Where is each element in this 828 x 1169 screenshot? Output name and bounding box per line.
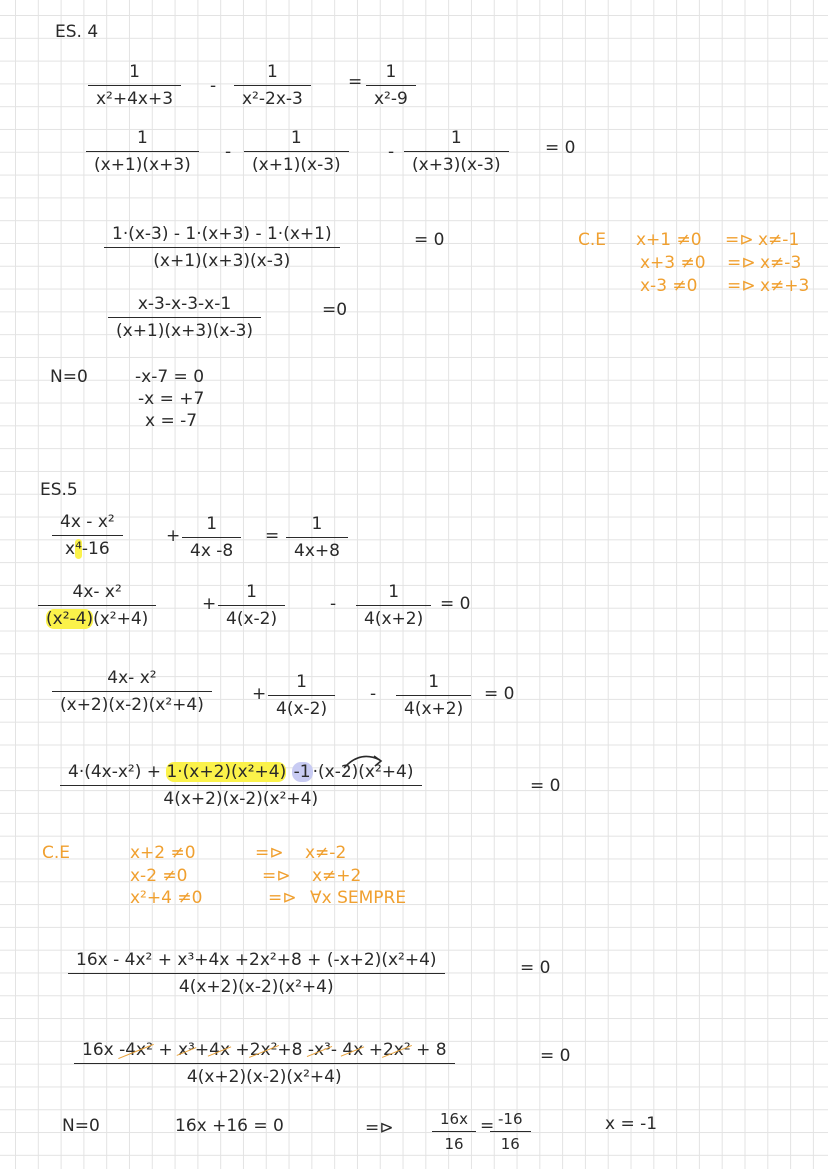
- fraction: [88, 62, 181, 109]
- equals: =: [265, 526, 280, 546]
- numerator: -16: [498, 1110, 523, 1128]
- fraction: [356, 582, 431, 629]
- fraction: [60, 762, 422, 809]
- ce-label: C.E: [578, 230, 607, 250]
- equals-zero: = 0: [540, 1046, 571, 1066]
- denominator: 4x+8: [286, 537, 348, 561]
- fraction: [396, 672, 471, 719]
- numerator-zero-label: N=0: [50, 367, 88, 387]
- operator: +: [252, 684, 267, 704]
- denominator: 16: [490, 1131, 531, 1153]
- fraction: [52, 668, 212, 715]
- ce-arrow: =⊳: [262, 866, 291, 886]
- denominator: 4(x+2): [356, 605, 431, 629]
- fraction: [52, 512, 123, 559]
- struck-term: 2x²: [382, 1040, 411, 1060]
- ce-cond: x+2 ≠0: [130, 843, 196, 863]
- term: +: [230, 1040, 250, 1060]
- final-result: x = -1: [605, 1114, 658, 1134]
- numerator: 1: [267, 62, 278, 82]
- denominator: (x+1)(x+3)(x-3): [104, 247, 340, 271]
- den-part: (x²+4): [93, 609, 149, 629]
- fraction: [404, 128, 509, 175]
- num-part: ·(x-2)(x²+4): [312, 762, 414, 782]
- denominator: 16: [432, 1131, 476, 1153]
- struck-term: -x³: [307, 1040, 331, 1060]
- ce-cond: x-2 ≠0: [130, 866, 188, 886]
- ce-result: x≠-1: [758, 230, 800, 250]
- equals-zero: = 0: [414, 230, 445, 250]
- numerator: 1: [206, 514, 218, 534]
- fraction: [68, 950, 445, 997]
- ce-arrow: =⊳: [255, 843, 284, 863]
- fraction: [38, 582, 156, 629]
- fraction: [366, 62, 416, 109]
- numerator: 1: [450, 128, 462, 148]
- numerator: 1: [136, 128, 148, 148]
- ce-arrow: =⊳: [727, 253, 756, 273]
- ce-cond: x+1 ≠0: [636, 230, 702, 250]
- fraction: [104, 224, 340, 271]
- denominator: 4(x+2)(x-2)(x²+4): [68, 973, 445, 997]
- denominator: 4(x+2): [396, 695, 471, 719]
- fraction: [86, 128, 199, 175]
- ce-arrow: =⊳: [727, 276, 756, 296]
- numerator: 4x - x²: [60, 512, 115, 532]
- denominator: [52, 535, 123, 559]
- term: + 8: [410, 1040, 447, 1060]
- numerator: x-3-x-3-x-1: [137, 294, 232, 314]
- ce-result: ∀x SEMPRE: [310, 888, 407, 908]
- solution-step: -x = +7: [138, 389, 205, 409]
- ce-label: C.E: [42, 843, 71, 863]
- struck-term: 4x: [342, 1040, 364, 1060]
- numerator: [74, 1040, 455, 1063]
- highlighted-factor: (x²-4): [46, 609, 94, 629]
- denominator: 4(x-2): [218, 605, 285, 629]
- exercise-4-title: ES. 4: [55, 22, 99, 42]
- numerator: 1: [388, 582, 400, 602]
- fraction: [218, 582, 285, 629]
- fraction: [490, 1110, 531, 1153]
- exercise-5-title: ES.5: [40, 480, 78, 500]
- denominator: (x+1)(x+3)(x-3): [108, 317, 261, 341]
- fraction: [74, 1040, 455, 1087]
- denominator: x²-2x-3: [234, 85, 311, 109]
- numerator: 16x - 4x² + x³+4x +2x²+8 + (-x+2)(x²+4): [76, 950, 437, 970]
- struck-term: 2x²: [249, 1040, 278, 1060]
- operator: -: [210, 76, 217, 96]
- equals-zero: =0: [322, 300, 348, 320]
- ce-arrow: =⊳: [725, 230, 754, 250]
- operator: -: [330, 594, 337, 614]
- equals-zero: = 0: [530, 776, 561, 796]
- struck-term: 4x: [209, 1040, 231, 1060]
- term: 16x: [82, 1040, 120, 1060]
- solution-step: -x-7 = 0: [135, 367, 205, 387]
- operator: +: [202, 594, 217, 614]
- denominator: [38, 605, 156, 629]
- equation: 16x +16 = 0: [175, 1116, 284, 1136]
- ce-result: x≠-2: [305, 843, 347, 863]
- numerator: 4x- x²: [72, 582, 122, 602]
- highlighted-sign: -1: [293, 762, 311, 782]
- numerator: 1: [290, 128, 302, 148]
- denominator: (x+3)(x-3): [404, 151, 509, 175]
- ce-cond: x²+4 ≠0: [130, 888, 203, 908]
- denominator: 4(x-2): [268, 695, 335, 719]
- fraction: [234, 62, 311, 109]
- numerator: 1: [296, 672, 307, 692]
- den-part: -16: [81, 539, 110, 559]
- term: +: [363, 1040, 383, 1060]
- term: -: [330, 1040, 343, 1060]
- ce-cond: x-3 ≠0: [640, 276, 698, 296]
- denominator: (x+1)(x-3): [244, 151, 349, 175]
- num-part: 4·(4x-x²) +: [68, 762, 167, 782]
- numerator: 1: [428, 672, 440, 692]
- denominator: 4(x+2)(x-2)(x²+4): [60, 785, 422, 809]
- operator: -: [370, 684, 377, 704]
- ce-result: x≠+3: [760, 276, 810, 296]
- fraction: [432, 1110, 476, 1153]
- numerator-zero-label: N=0: [62, 1116, 100, 1136]
- denominator: x²-9: [366, 85, 416, 109]
- solution-step: x = -7: [145, 411, 198, 431]
- ce-cond: x+3 ≠0: [640, 253, 706, 273]
- operator: +: [166, 526, 181, 546]
- fraction: [268, 672, 335, 719]
- equals-zero: = 0: [440, 594, 471, 614]
- fraction: [108, 294, 261, 341]
- fraction: [286, 514, 348, 561]
- highlighted-exponent: ⁴: [75, 539, 82, 559]
- operator: -: [225, 142, 232, 162]
- equals-zero: = 0: [484, 684, 515, 704]
- numerator: 16x: [440, 1110, 468, 1128]
- numerator: 1: [246, 582, 257, 602]
- equals-zero: = 0: [520, 958, 551, 978]
- denominator: (x+1)(x+3): [86, 151, 199, 175]
- term: +: [152, 1040, 178, 1060]
- numerator: 1: [385, 62, 397, 82]
- equals-zero: = 0: [545, 138, 576, 158]
- ce-result: x≠-3: [760, 253, 802, 273]
- fraction: [244, 128, 349, 175]
- denominator: x²+4x+3: [88, 85, 181, 109]
- equals: =: [480, 1116, 495, 1136]
- highlighted-term: 1·(x+2)(x²+4): [166, 762, 287, 782]
- operator: -: [388, 142, 395, 162]
- term: +8: [277, 1040, 308, 1060]
- struck-term: -4x²: [119, 1040, 153, 1060]
- numerator: 1·(x-3) - 1·(x+3) - 1·(x+1): [112, 224, 332, 244]
- den-part: x: [65, 539, 76, 559]
- denominator: 4(x+2)(x-2)(x²+4): [74, 1063, 455, 1087]
- numerator: 4x- x²: [107, 668, 157, 688]
- numerator: 1: [311, 514, 323, 534]
- denominator: 4x -8: [182, 537, 241, 561]
- numerator: [60, 762, 422, 785]
- implies-arrow: =⊳: [365, 1118, 394, 1138]
- fraction: [182, 514, 241, 561]
- equals: =: [348, 72, 363, 92]
- struck-term: x³: [178, 1040, 195, 1060]
- term: +: [194, 1040, 210, 1060]
- denominator: (x+2)(x-2)(x²+4): [52, 691, 212, 715]
- ce-result: x≠+2: [312, 866, 362, 886]
- numerator: 1: [129, 62, 140, 82]
- ce-arrow: =⊳: [268, 888, 297, 908]
